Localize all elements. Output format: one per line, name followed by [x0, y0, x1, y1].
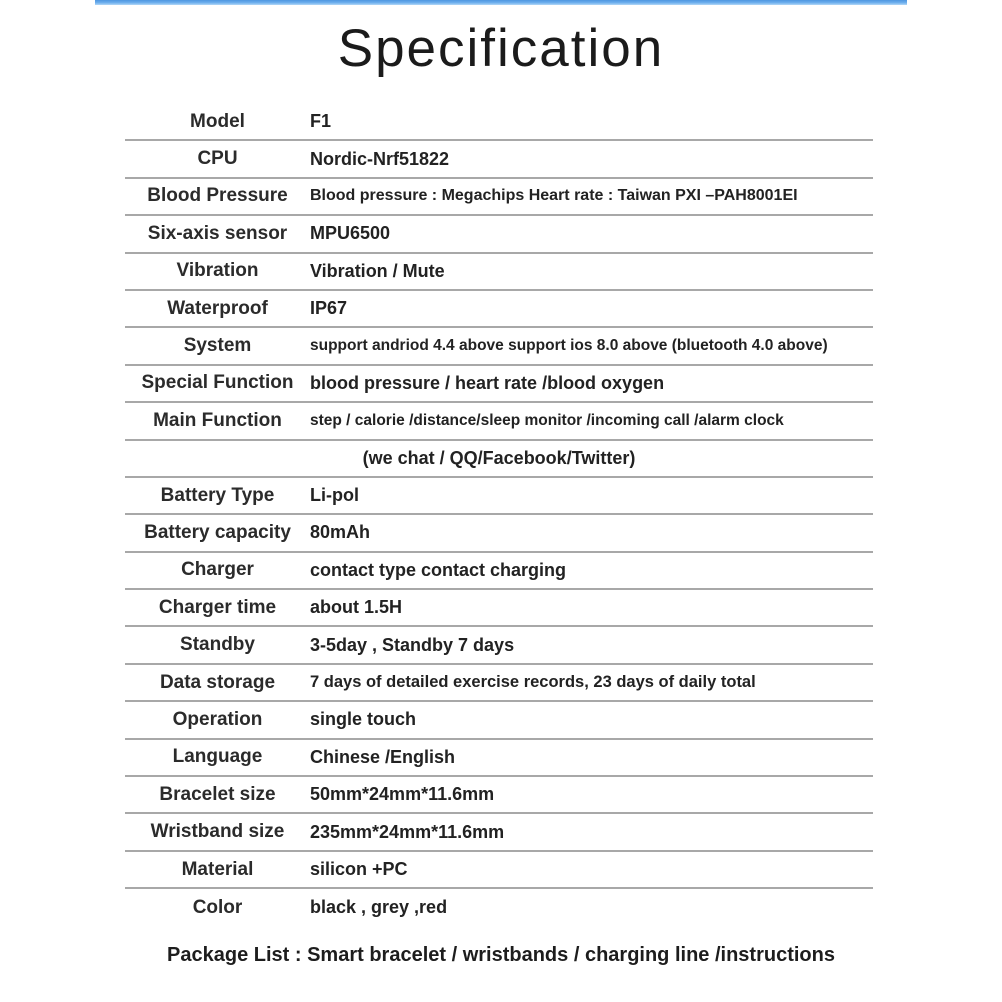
- spec-row-label: Color: [192, 896, 243, 918]
- spec-row-value: 3-5day , Standby 7 days: [310, 634, 515, 655]
- spec-row: [125, 627, 873, 664]
- spec-row-label: Waterproof: [167, 297, 268, 319]
- spec-row-value: about 1.5H: [310, 597, 403, 618]
- spec-row-label: Wristband size: [150, 821, 285, 843]
- spec-row-label: Language: [172, 746, 263, 768]
- spec-row: [125, 179, 873, 216]
- spec-row-value: Blood pressure : Megachips Heart rate : Taiwan PXI –PAH8001EI: [310, 187, 798, 205]
- spec-row: [125, 553, 873, 590]
- spec-row: [125, 403, 873, 440]
- spec-row: [125, 254, 873, 291]
- spec-row-value: F1: [310, 111, 332, 132]
- spec-row: [125, 328, 873, 365]
- spec-row: [125, 104, 873, 141]
- spec-row-value: silicon +PC: [310, 859, 408, 879]
- spec-row-value: single touch: [310, 709, 417, 730]
- spec-row-value: MPU6500: [310, 223, 391, 244]
- spec-row-label: Material: [181, 858, 254, 880]
- spec-row: [125, 740, 873, 777]
- spec-row: [125, 777, 873, 814]
- spec-row-label: Six-axis sensor: [147, 222, 288, 244]
- spec-row-value: support andriod 4.4 above support ios 8.0 above (bluetooth 4.0 above): [310, 337, 828, 355]
- page-title: Specification: [337, 19, 665, 78]
- spec-row-label: Blood Pressure: [147, 185, 288, 207]
- spec-table: [125, 104, 873, 927]
- spec-row-value: Chinese /English: [310, 746, 456, 767]
- spec-row: [125, 665, 873, 702]
- spec-row: [125, 515, 873, 552]
- spec-row: [125, 366, 873, 403]
- spec-row: [125, 889, 873, 926]
- spec-row-value: step / calorie /distance/sleep monitor /incoming call /alarm clock: [310, 411, 784, 429]
- spec-row: [125, 291, 873, 328]
- spec-row: [125, 478, 873, 515]
- spec-row-value: (we chat / QQ/Facebook/Twitter): [362, 447, 636, 468]
- spec-row-value: Li-pol: [310, 485, 359, 506]
- spec-row-value: 7 days of detailed exercise records, 23 days of daily total: [310, 673, 756, 692]
- spec-row-label: Battery Type: [160, 484, 275, 506]
- spec-row-label: Main Function: [153, 409, 282, 431]
- spec-row-value: 80mAh: [310, 522, 371, 543]
- spec-row-value: Nordic-Nrf51822: [310, 148, 450, 169]
- spec-row: [125, 702, 873, 739]
- spec-row-label: Operation: [172, 708, 263, 730]
- spec-row-label: Model: [190, 110, 245, 132]
- spec-row: [125, 141, 873, 178]
- top-accent-bar: [95, 0, 907, 5]
- spec-row-label: CPU: [197, 148, 238, 170]
- spec-row: [125, 814, 873, 851]
- spec-row-label: Vibration: [176, 260, 259, 282]
- spec-row-label: Data storage: [159, 671, 276, 693]
- spec-row-value: contact type contact charging: [310, 559, 567, 580]
- spec-row-label: Charger time: [158, 596, 277, 618]
- spec-row-value: black , grey ,red: [310, 897, 448, 918]
- spec-row-value: blood pressure / heart rate /blood oxygen: [310, 372, 665, 393]
- spec-row-label: Battery capacity: [144, 521, 291, 543]
- spec-row: [125, 852, 873, 889]
- spec-row: [125, 216, 873, 253]
- spec-row-label: Bracelet size: [159, 783, 276, 805]
- spec-row-label: Special Function: [141, 372, 294, 394]
- spec-row-label: System: [183, 335, 252, 357]
- spec-row-value: IP67: [310, 298, 348, 319]
- spec-row: [125, 590, 873, 627]
- spec-row-value: Vibration / Mute: [310, 260, 445, 281]
- spec-row-label: Charger: [181, 559, 254, 581]
- spec-row-continuation: [125, 441, 873, 478]
- spec-row-value: 50mm*24mm*11.6mm: [310, 784, 495, 805]
- package-list-line: Package List : Smart bracelet / wristbands / charging line /instructions: [167, 944, 835, 966]
- spec-row-value: 235mm*24mm*11.6mm: [310, 821, 505, 842]
- spec-row-label: Standby: [180, 634, 255, 656]
